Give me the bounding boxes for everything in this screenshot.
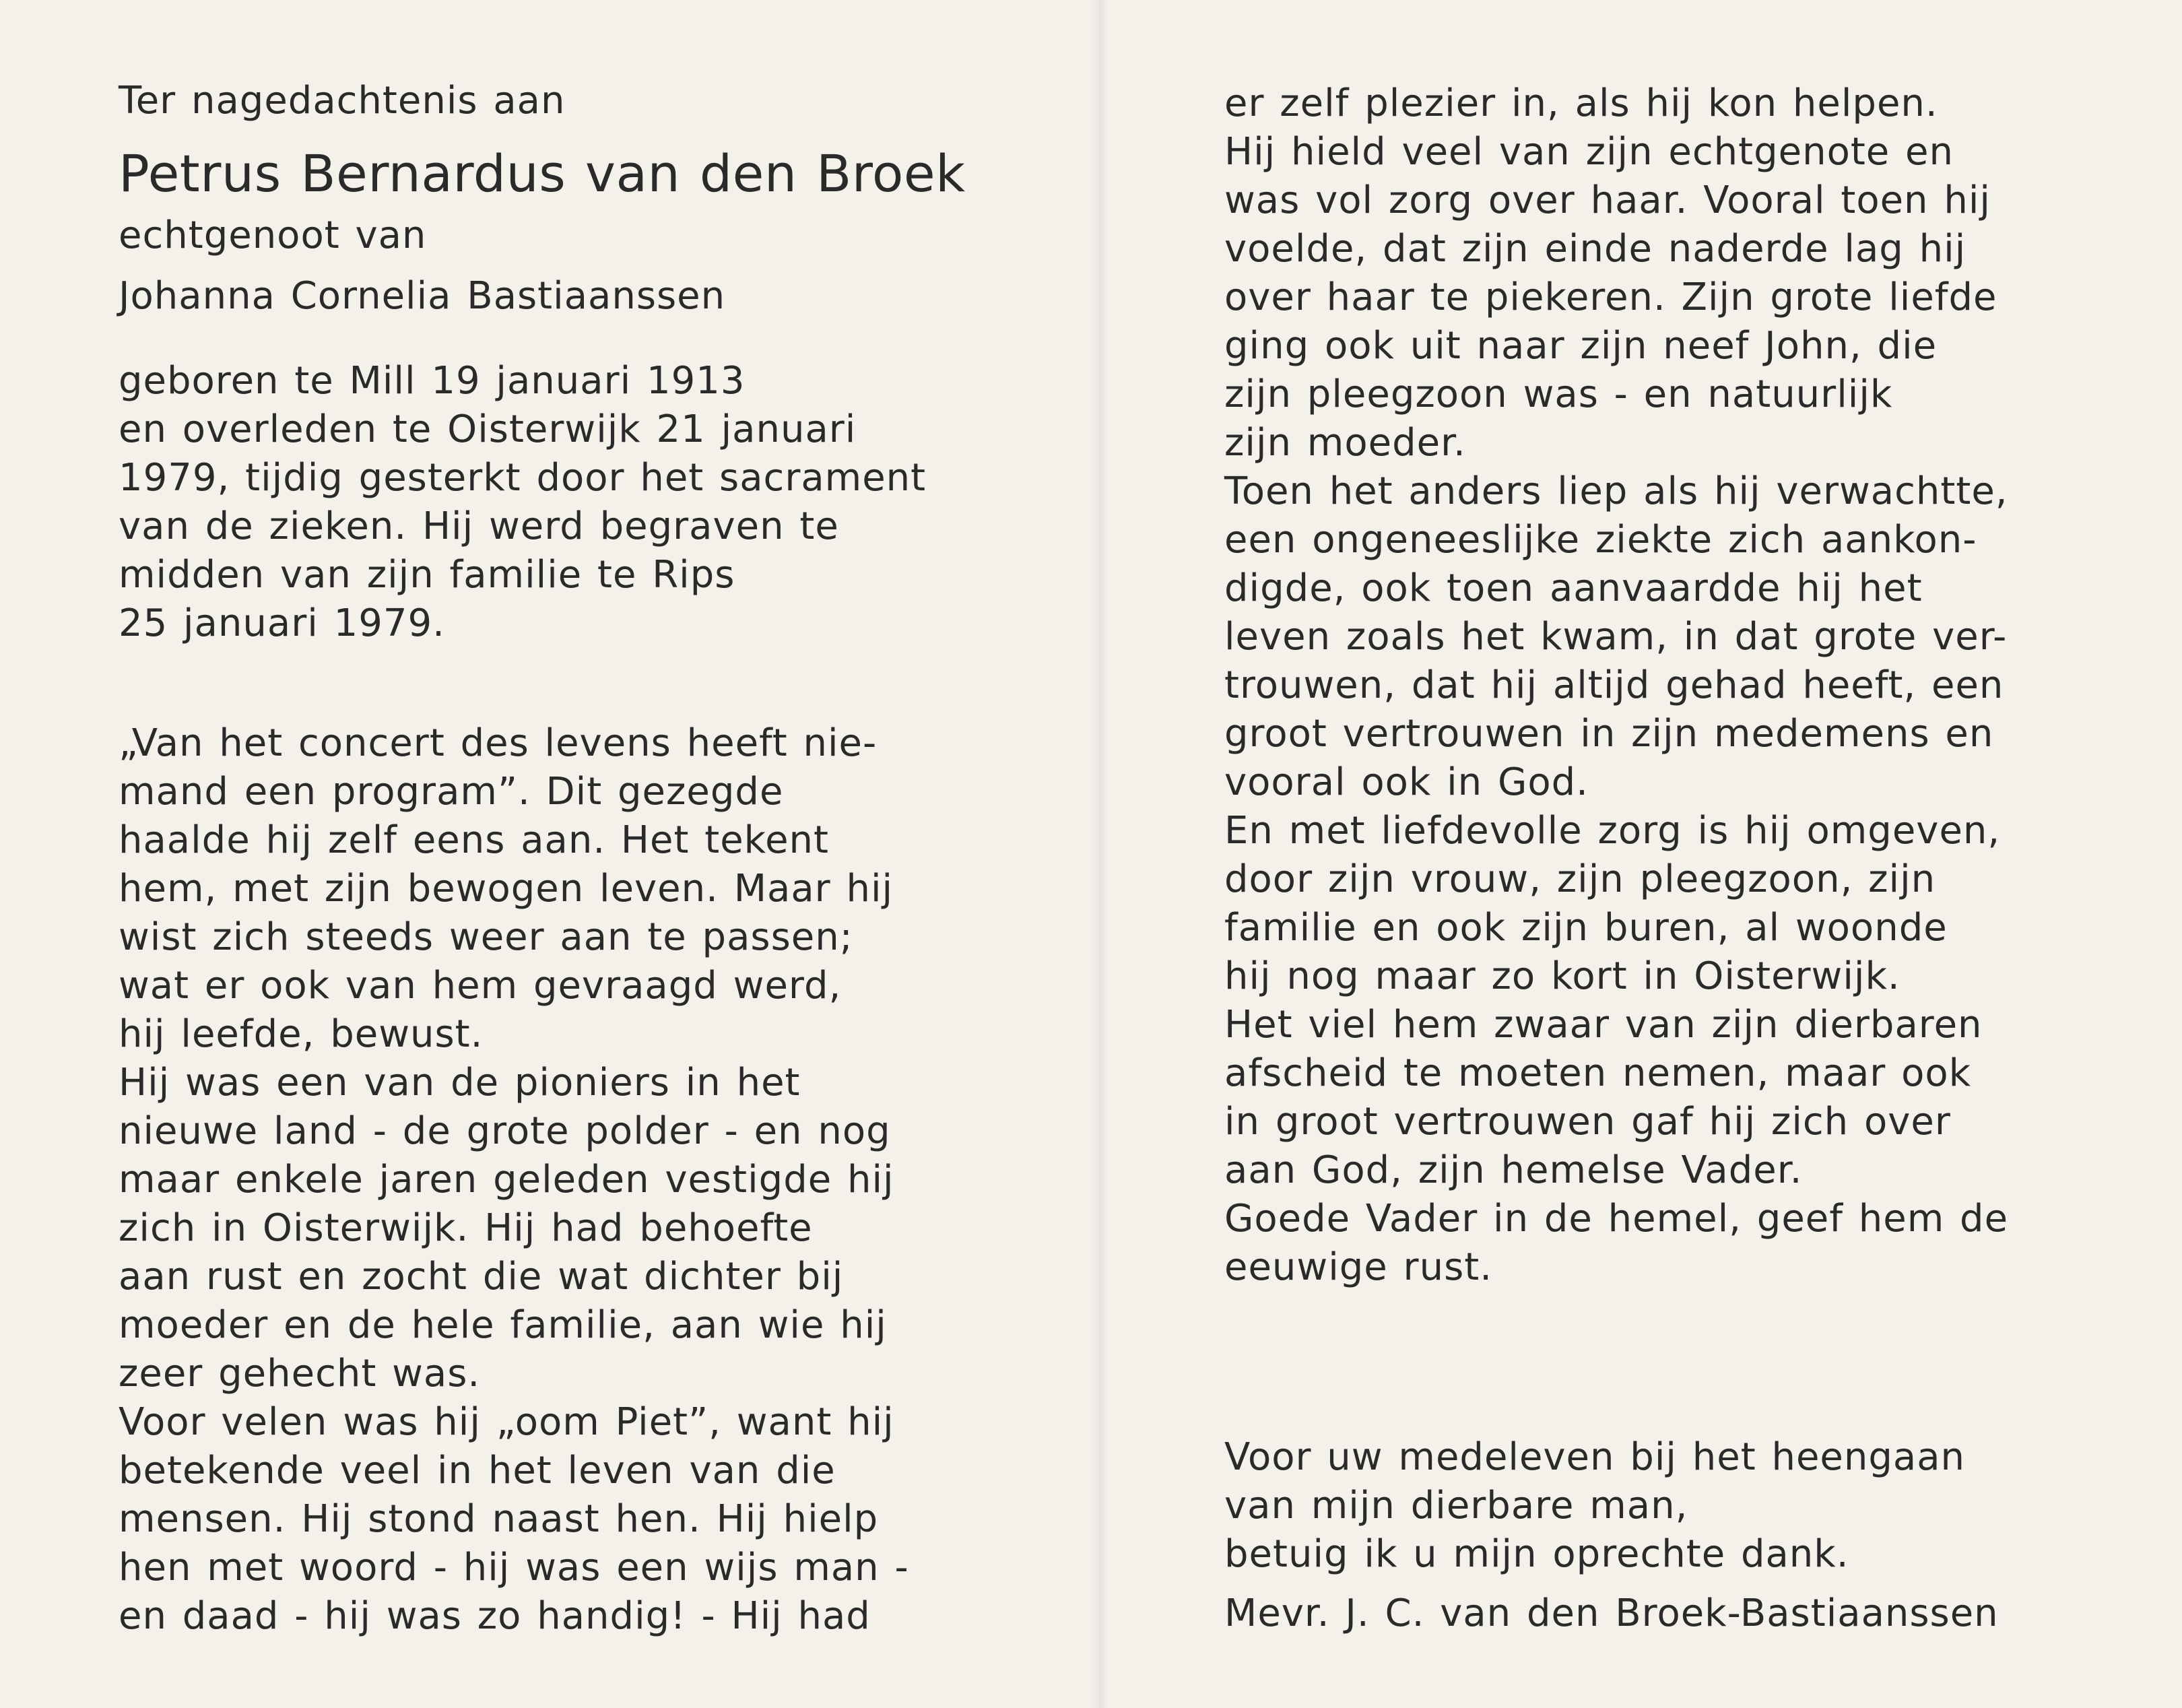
text-line: mand een program”. Dit gezegde (119, 770, 784, 814)
spouse-name: Johanna Cornelia Bastiaanssen (119, 274, 726, 318)
text-line: afscheid te moeten nemen, maar ook (1224, 1051, 1972, 1095)
text-line: trouwen, dat hij altijd gehad heeft, een (1224, 663, 2004, 707)
text-line: zijn moeder. (1224, 421, 1466, 465)
text-line: haalde hij zelf eens aan. Het tekent (119, 818, 829, 862)
text-line: zeer gehecht was. (119, 1352, 481, 1395)
text-line: Toen het anders liep als hij verwachtte, (1224, 469, 2008, 513)
text-line: hij leefde, bewust. (119, 1012, 484, 1056)
text-line: en daad - hij was zo handig! - Hij had (119, 1594, 871, 1638)
text-line: zich in Oisterwijk. Hij had behoefte (119, 1206, 813, 1250)
dates-line: geboren te Mill 19 januari 1913 (119, 359, 746, 403)
text-line: hij nog maar zo kort in Oisterwijk. (1224, 954, 1900, 998)
text-line: digde, ook toen aanvaardde hij het (1224, 566, 1923, 610)
text-line: voelde, dat zijn einde naderde lag hij (1224, 227, 1966, 271)
relation-text: echtgenoot van (119, 214, 427, 257)
text-line: familie en ook zijn buren, al woonde (1224, 906, 1948, 950)
text-line: vooral ook in God. (1224, 760, 1589, 804)
text-line: hen met woord - hij was een wijs man - (119, 1546, 909, 1589)
text-line: Voor velen was hij „oom Piet”, want hij (119, 1400, 894, 1444)
text-line: zijn pleegzoon was - en natuurlijk (1224, 372, 1893, 416)
intro-heading: Ter nagedachtenis aan (119, 79, 566, 123)
text-line: in groot vertrouwen gaf hij zich over (1224, 1100, 1951, 1144)
text-line: „Van het concert des levens heeft nie- (119, 721, 878, 765)
text-line: Hij hield veel van zijn echtgenote en (1224, 130, 1954, 174)
text-line: een ongeneeslijke ziekte zich aankon- (1224, 518, 1977, 562)
card-fold (1090, 0, 1109, 1708)
thanks-line: Voor uw medeleven bij het heengaan (1224, 1435, 1966, 1479)
dates-line: en overleden te Oisterwijk 21 januari (119, 407, 857, 451)
dates-line: 1979, tijdig gesterkt door het sacrament (119, 456, 927, 500)
text-line: door zijn vrouw, zijn pleegzoon, zijn (1224, 857, 1936, 901)
deceased-name: Petrus Bernardus van den Broek (119, 143, 966, 203)
thanks-line: betuig ik u mijn oprechte dank. (1224, 1532, 1849, 1576)
dates-line: van de zieken. Hij werd begraven te (119, 504, 839, 548)
text-line: aan rust en zocht die wat dichter bij (119, 1255, 844, 1299)
text-line: ging ook uit naar zijn neef John, die (1224, 324, 1938, 368)
text-line: Het viel hem zwaar van zijn dierbaren (1224, 1003, 1983, 1047)
text-line: Goede Vader in de hemel, geef hem de (1224, 1197, 2009, 1241)
text-line: wist zich steeds weer aan te passen; (119, 915, 853, 959)
text-line: betekende veel in het leven van die (119, 1449, 836, 1492)
dates-line: 25 januari 1979. (119, 601, 445, 645)
text-line: was vol zorg over haar. Vooral toen hij (1224, 178, 1991, 222)
thanks-line: van mijn dierbare man, (1224, 1484, 1688, 1528)
text-line: hem, met zijn bewogen leven. Maar hij (119, 867, 894, 911)
text-line: leven zoals het kwam, in dat grote ver- (1224, 615, 2008, 659)
text-line: maar enkele jaren geleden vestigde hij (119, 1158, 894, 1202)
text-line: eeuwige rust. (1224, 1245, 1493, 1289)
text-line: wat er ook van hem gevraagd werd, (119, 964, 842, 1008)
text-line: over haar te piekeren. Zijn grote liefde (1224, 275, 1997, 319)
text-line: aan God, zijn hemelse Vader. (1224, 1148, 1803, 1192)
text-line: moeder en de hele familie, aan wie hij (119, 1303, 887, 1347)
text-line: mensen. Hij stond naast hen. Hij hielp (119, 1497, 879, 1541)
text-line: Hij was een van de pioniers in het (119, 1061, 801, 1105)
signature: Mevr. J. C. van den Broek-Bastiaanssen (1224, 1591, 1999, 1635)
text-line: groot vertrouwen in zijn medemens en (1224, 712, 1994, 756)
text-line: nieuwe land - de grote polder - en nog (119, 1109, 891, 1153)
dates-line: midden van zijn familie te Rips (119, 553, 735, 597)
text-line: er zelf plezier in, als hij kon helpen. (1224, 81, 1938, 125)
text-line: En met liefdevolle zorg is hij omgeven, (1224, 809, 2001, 853)
